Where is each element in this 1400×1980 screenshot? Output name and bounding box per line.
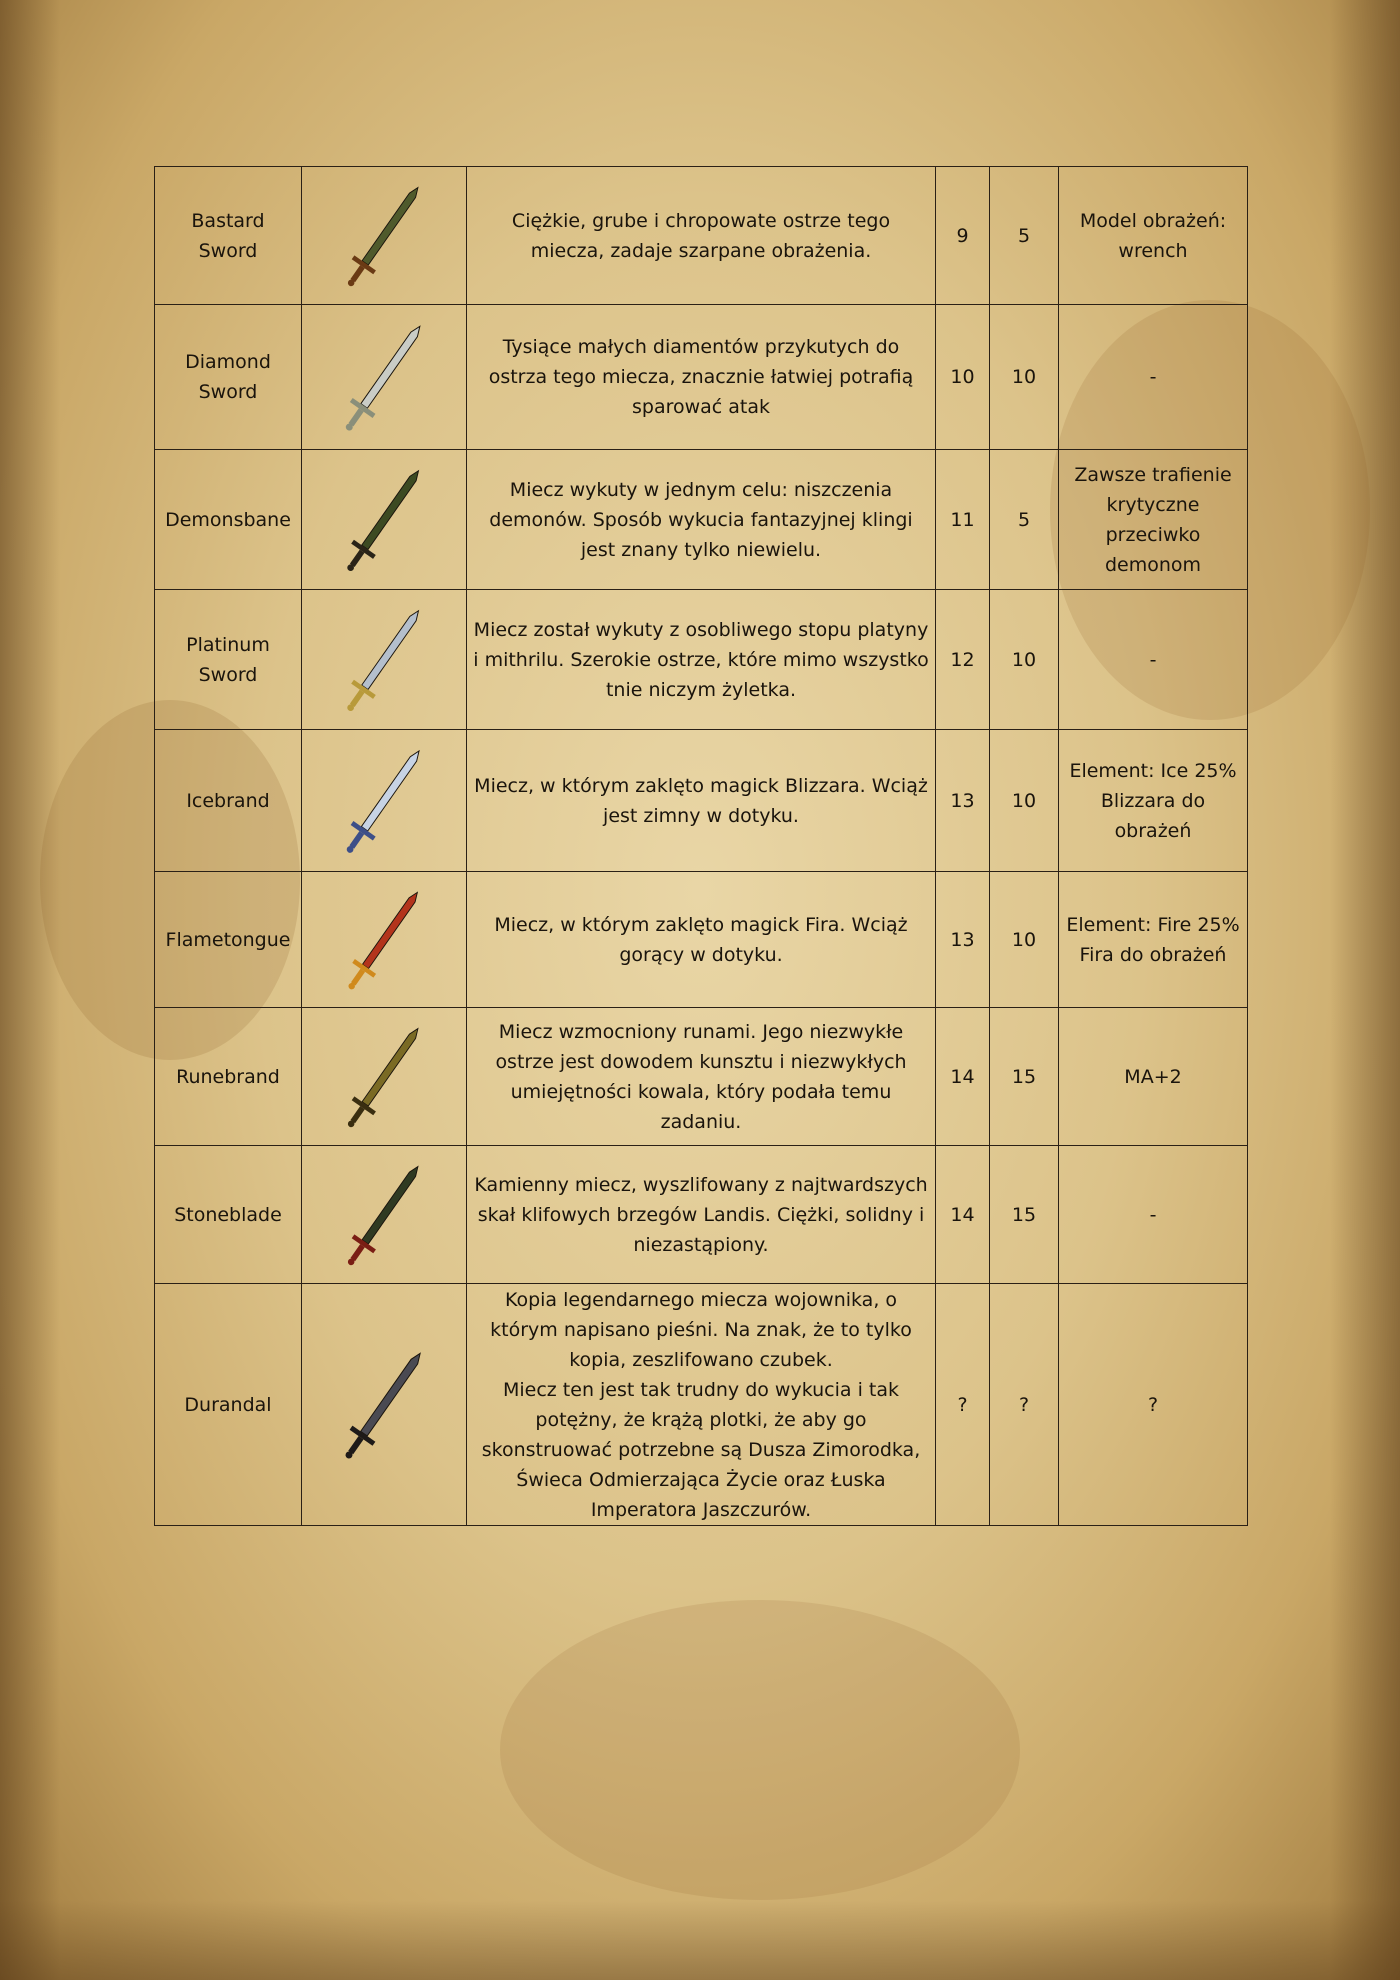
weapon-description: Tysiące małych diamentów przykutych do ostrza tego miecza, znacznie łatwiej potrafią sparować atak: [467, 305, 936, 450]
weapon-image: [302, 305, 467, 450]
weapon-notes: Zawsze trafienie krytyczne przeciwko demonom: [1059, 450, 1248, 590]
table-row: [155, 590, 1248, 730]
weapon-name: Diamond Sword: [155, 305, 302, 450]
weapon-notes: Model obrażeń: wrench: [1059, 167, 1248, 305]
table-row: [155, 167, 1248, 305]
parchment-edge-right: [1330, 0, 1400, 1980]
weapon-name: Bastard Sword: [155, 167, 302, 305]
stoneblade-icon: [334, 1154, 434, 1276]
table-row: [155, 450, 1248, 590]
runebrand-icon: [334, 1016, 434, 1138]
weapon-attack: ?: [936, 1284, 990, 1526]
weapon-attack: 14: [936, 1008, 990, 1146]
weapon-description: Miecz wykuty w jednym celu: niszczenia demonów. Sposób wykucia fantazyjnej klingi jest znany tylko niewielu.: [467, 450, 936, 590]
weapon-name: Icebrand: [155, 730, 302, 872]
table-row: [155, 1284, 1248, 1526]
weapon-evade: 15: [990, 1008, 1059, 1146]
weapon-attack: 11: [936, 450, 990, 590]
weapons-table-body: [155, 167, 1248, 1526]
weapon-notes: Element: Ice 25% Blizzara do obrażeń: [1059, 730, 1248, 872]
bastard-sword-icon: [334, 175, 434, 297]
weapon-evade: 5: [990, 450, 1059, 590]
weapon-attack: 12: [936, 590, 990, 730]
parchment-edge-bottom: [0, 1900, 1400, 1980]
flametongue-icon: [334, 880, 434, 1000]
weapon-image: [302, 1146, 467, 1284]
weapon-attack: 14: [936, 1146, 990, 1284]
weapon-evade: 10: [990, 872, 1059, 1008]
weapon-description: Ciężkie, grube i chropowate ostrze tego miecza, zadaje szarpane obrażenia.: [467, 167, 936, 305]
table-row: [155, 305, 1248, 450]
weapon-name: Demonsbane: [155, 450, 302, 590]
weapon-evade: 10: [990, 305, 1059, 450]
weapon-name: Durandal: [155, 1284, 302, 1526]
weapon-attack: 9: [936, 167, 990, 305]
weapon-image: [302, 1284, 467, 1526]
diamond-sword-icon: [334, 313, 434, 442]
weapon-name: Flametongue: [155, 872, 302, 1008]
weapon-notes: -: [1059, 305, 1248, 450]
weapon-evade: 10: [990, 590, 1059, 730]
weapon-description: Miecz, w którym zaklęto magick Fira. Wciąż gorący w dotyku.: [467, 872, 936, 1008]
weapon-notes: -: [1059, 590, 1248, 730]
weapon-name: Platinum Sword: [155, 590, 302, 730]
weapon-description: Miecz wzmocniony runami. Jego niezwykłe ostrze jest dowodem kunsztu i niezwykłych umiejętności kowala, który podała temu zadaniu.: [467, 1008, 936, 1146]
weapon-image: [302, 590, 467, 730]
weapon-notes: MA+2: [1059, 1008, 1248, 1146]
weapon-description: Kopia legendarnego miecza wojownika, o którym napisano pieśni. Na znak, że to tylko kopia, zeszlifowano czubek. Miecz ten jest tak trudny do wykucia i tak potężny, że krążą plotki, że aby go skonstruować potrzebne są Dusza Zimorodka, Świeca Odmierzająca Życie oraz Łuska Imperatora Jaszczurów.: [467, 1284, 936, 1526]
weapon-description: Kamienny miecz, wyszlifowany z najtwardszych skał klifowych brzegów Landis. Ciężki, solidny i niezastąpiony.: [467, 1146, 936, 1284]
platinum-sword-icon: [334, 598, 434, 722]
weapon-image: [302, 730, 467, 872]
weapon-evade: 5: [990, 167, 1059, 305]
weapon-image: [302, 450, 467, 590]
weapon-evade: ?: [990, 1284, 1059, 1526]
weapon-notes: Element: Fire 25% Fira do obrażeń: [1059, 872, 1248, 1008]
weapon-attack: 13: [936, 872, 990, 1008]
weapons-table: [154, 166, 1248, 1526]
weapon-image: [302, 872, 467, 1008]
table-row: [155, 1146, 1248, 1284]
weapon-attack: 10: [936, 305, 990, 450]
weapon-notes: ?: [1059, 1284, 1248, 1526]
weapon-description: Miecz, w którym zaklęto magick Blizzara. Wciąż jest zimny w dotyku.: [467, 730, 936, 872]
table-row: [155, 1008, 1248, 1146]
weapon-name: Runebrand: [155, 1008, 302, 1146]
weapon-image: [302, 1008, 467, 1146]
weapon-image: [302, 167, 467, 305]
table-row: [155, 872, 1248, 1008]
weapon-evade: 10: [990, 730, 1059, 872]
weapon-evade: 15: [990, 1146, 1059, 1284]
demonsbane-icon: [334, 458, 434, 582]
parchment-stain: [500, 1600, 1020, 1900]
icebrand-icon: [334, 738, 434, 864]
weapon-description: Miecz został wykuty z osobliwego stopu platyny i mithrilu. Szerokie ostrze, które mimo wszystko tnie niczym żyletka.: [467, 590, 936, 730]
durandal-icon: [334, 1292, 434, 1518]
table-row: [155, 730, 1248, 872]
parchment-edge-left: [0, 0, 60, 1980]
weapon-attack: 13: [936, 730, 990, 872]
weapon-notes: -: [1059, 1146, 1248, 1284]
weapon-name: Stoneblade: [155, 1146, 302, 1284]
